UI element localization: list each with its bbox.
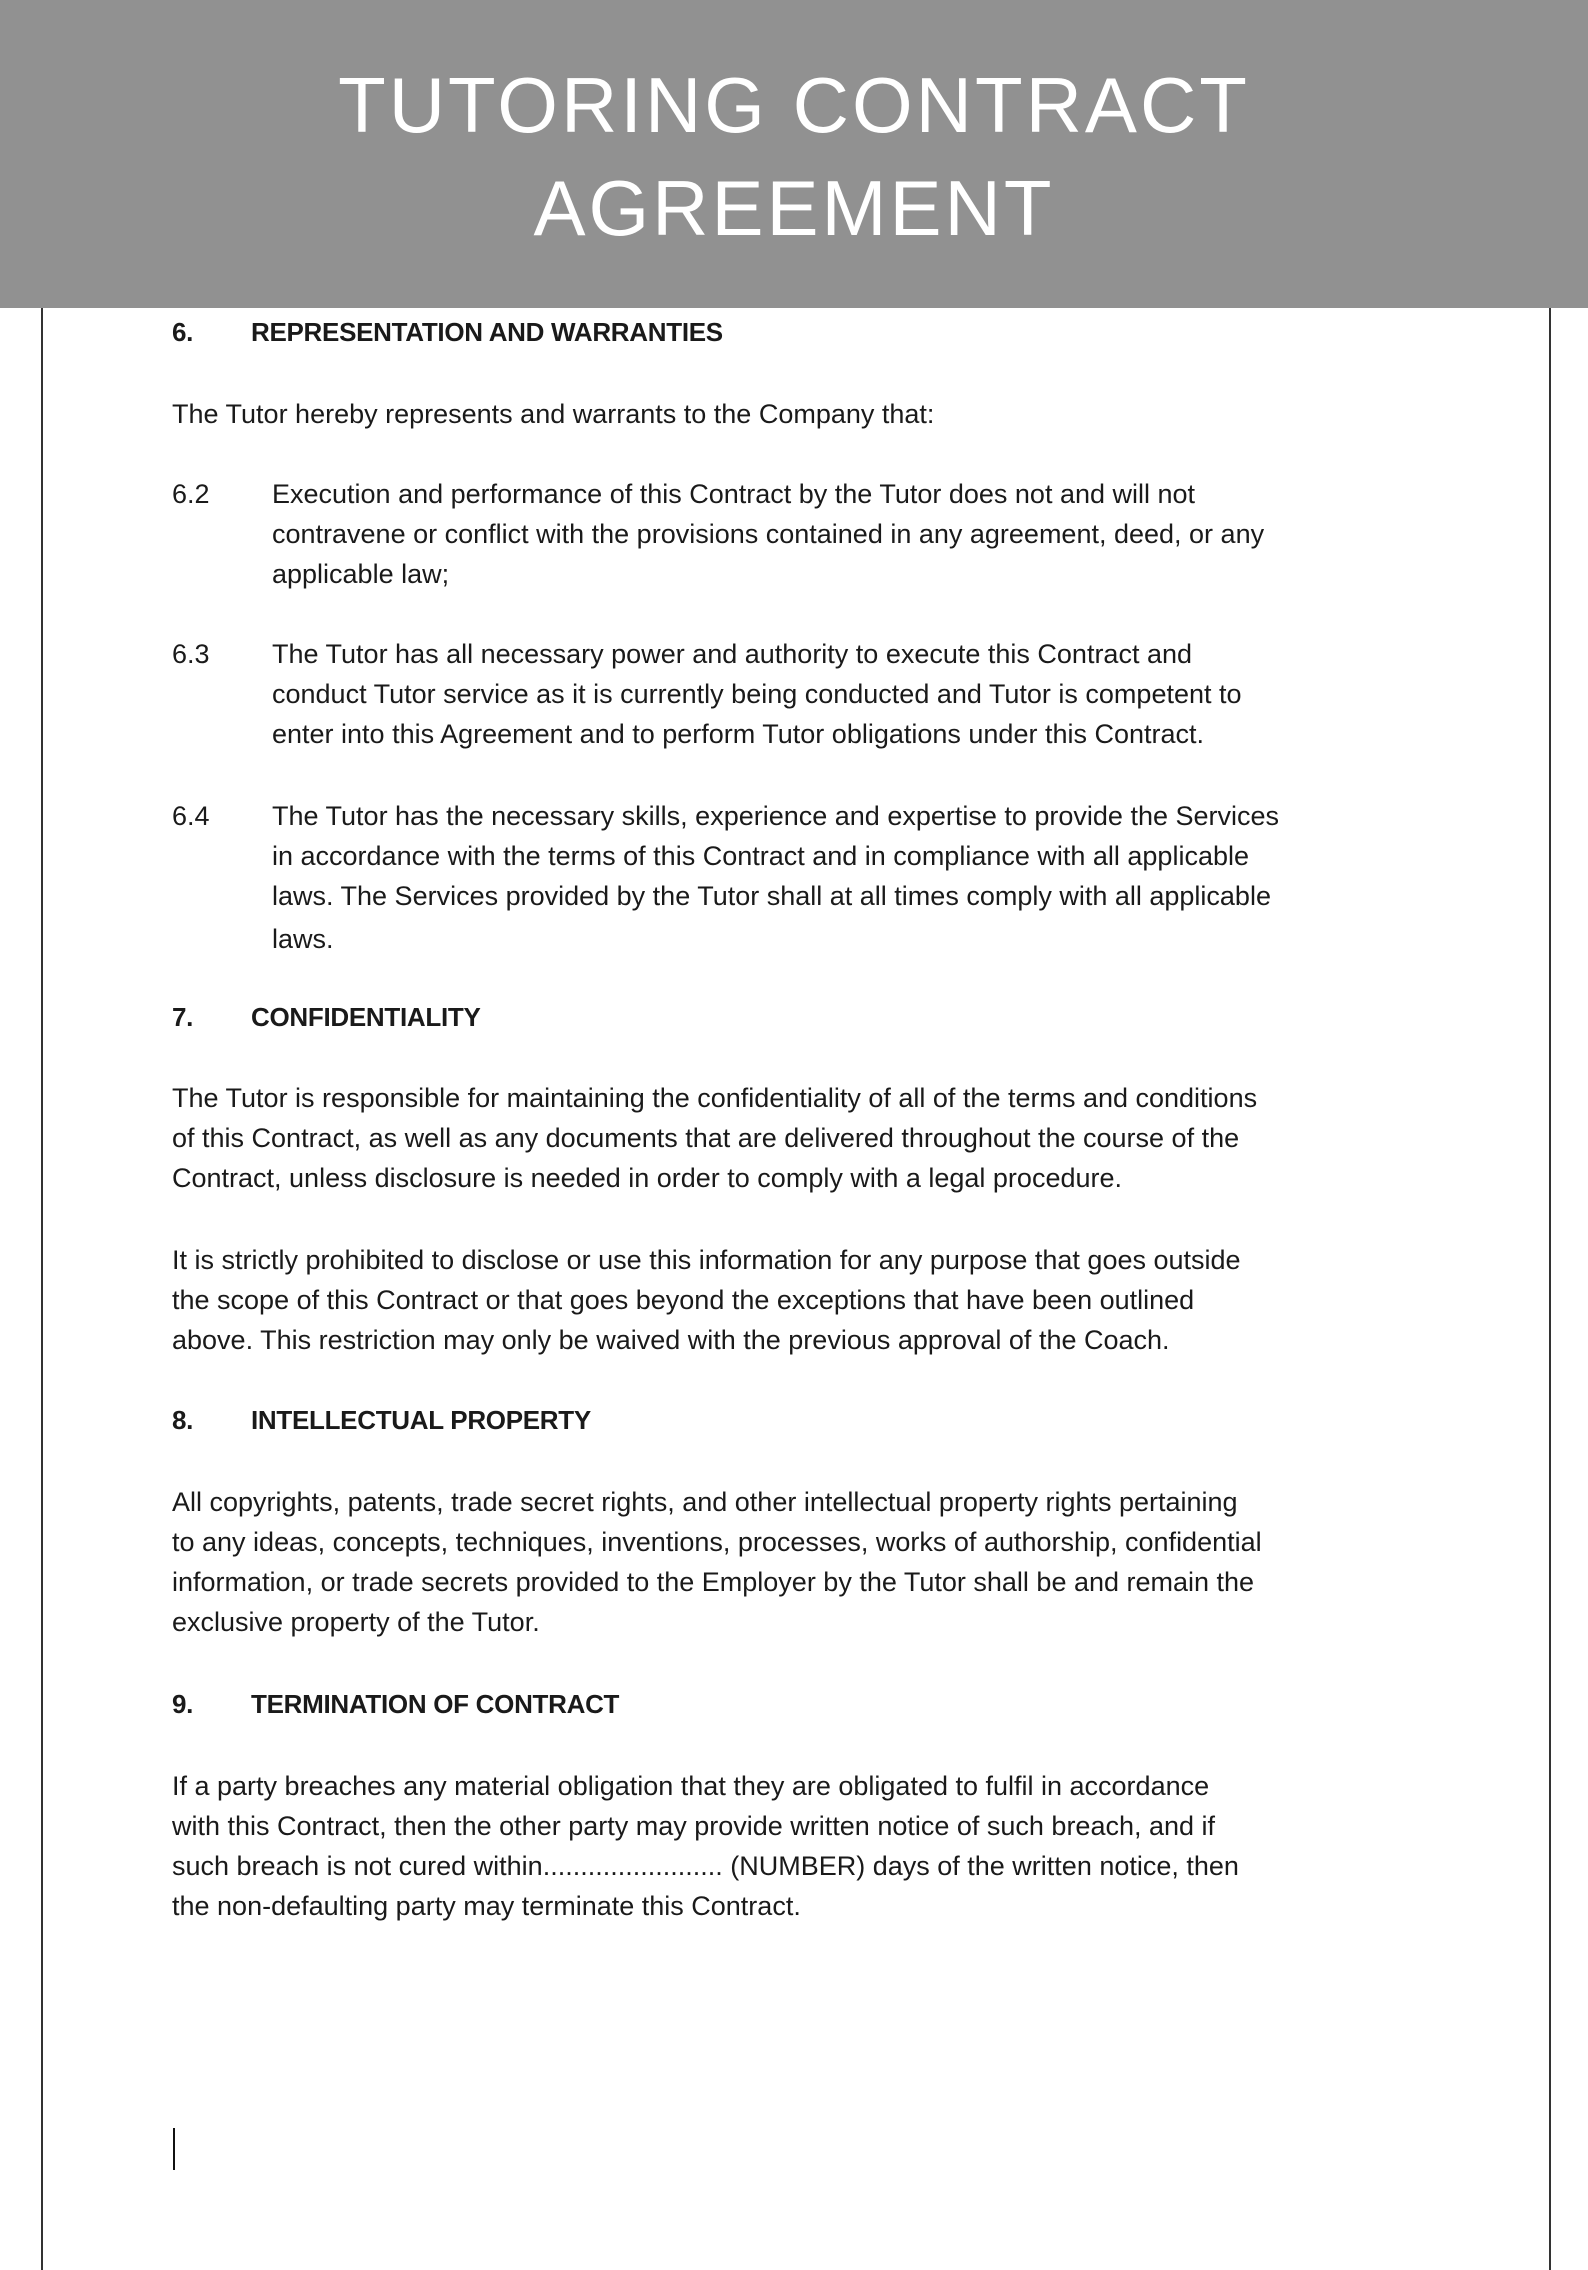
title-line-2: AGREEMENT [533, 164, 1055, 252]
clause-6-2-text [272, 474, 1264, 594]
text-line: of this Contract, as well as any documents that are delivered throughout the course of the [172, 1123, 1240, 1153]
text-line: conduct Tutor service as it is currently being conducted and Tutor is competent to [272, 679, 1242, 709]
title-banner [0, 0, 1588, 308]
section-6-intro: The Tutor hereby represents and warrants to the Company that: [172, 399, 935, 429]
text-line: to any ideas, concepts, techniques, inventions, processes, works of authorship, confidential [172, 1527, 1262, 1557]
text-line: If a party breaches any material obligation that they are obligated to fulfil in accordance [172, 1771, 1210, 1801]
clause-6-3-number: 6.3 [172, 639, 210, 669]
text-line: above. This restriction may only be waived with the previous approval of the Coach. [172, 1325, 1170, 1355]
text-line: enter into this Agreement and to perform Tutor obligations under this Contract. [272, 719, 1205, 749]
clause-6-4-text [272, 796, 1279, 959]
text-line: contravene or conflict with the provisions contained in any agreement, deed, or any [272, 519, 1265, 549]
text-line: in accordance with the terms of this Contract and in compliance with all applicable [272, 841, 1249, 871]
clause-6-2-number: 6.2 [172, 479, 210, 509]
title-line-1: TUTORING CONTRACT [338, 61, 1250, 149]
text-line: applicable law; [272, 559, 450, 589]
section-9-number: 9. [172, 1689, 194, 1719]
section-9-heading: TERMINATION OF CONTRACT [251, 1689, 620, 1719]
text-line: It is strictly prohibited to disclose or use this information for any purpose that goes outside [172, 1245, 1241, 1275]
text-line: Contract, unless disclosure is needed in order to comply with a legal procedure. [172, 1163, 1122, 1193]
section-9-paragraph [172, 1766, 1239, 1926]
text-line: All copyrights, patents, trade secret rights, and other intellectual property rights pertaining [172, 1487, 1238, 1517]
section-6-heading: REPRESENTATION AND WARRANTIES [251, 317, 723, 347]
clause-6-3-text [272, 634, 1242, 754]
section-8-heading: INTELLECTUAL PROPERTY [251, 1405, 591, 1435]
text-line: the scope of this Contract or that goes beyond the exceptions that have been outlined [172, 1285, 1195, 1315]
section-7-number: 7. [172, 1002, 194, 1032]
section-6-number: 6. [172, 317, 194, 347]
text-line: information, or trade secrets provided to the Employer by the Tutor shall be and remain the [172, 1567, 1255, 1597]
section-7-paragraph-1 [172, 1078, 1257, 1198]
text-line: the non-defaulting party may terminate this Contract. [172, 1891, 801, 1921]
section-7-paragraph-2 [172, 1240, 1241, 1360]
text-line: Execution and performance of this Contract by the Tutor does not and will not [272, 479, 1196, 509]
text-line: The Tutor has all necessary power and authority to execute this Contract and [272, 639, 1193, 669]
text-cursor [173, 2128, 175, 2170]
section-8-number: 8. [172, 1405, 194, 1435]
text-line: The Tutor is responsible for maintaining the confidentiality of all of the terms and conditions [172, 1083, 1258, 1113]
clause-6-4-number: 6.4 [172, 801, 210, 831]
section-8-paragraph [172, 1482, 1262, 1642]
text-line: laws. [272, 924, 334, 954]
text-line: such breach is not cured within........................ (NUMBER) days of the written notice, then [172, 1851, 1239, 1881]
text-line: exclusive property of the Tutor. [172, 1607, 540, 1637]
text-line: with this Contract, then the other party may provide written notice of such breach, and if [172, 1811, 1216, 1841]
text-line: The Tutor has the necessary skills, experience and expertise to provide the Services [272, 801, 1280, 831]
section-7-heading: CONFIDENTIALITY [251, 1002, 481, 1032]
text-line: laws. The Services provided by the Tutor shall at all times comply with all applicable [272, 881, 1271, 911]
